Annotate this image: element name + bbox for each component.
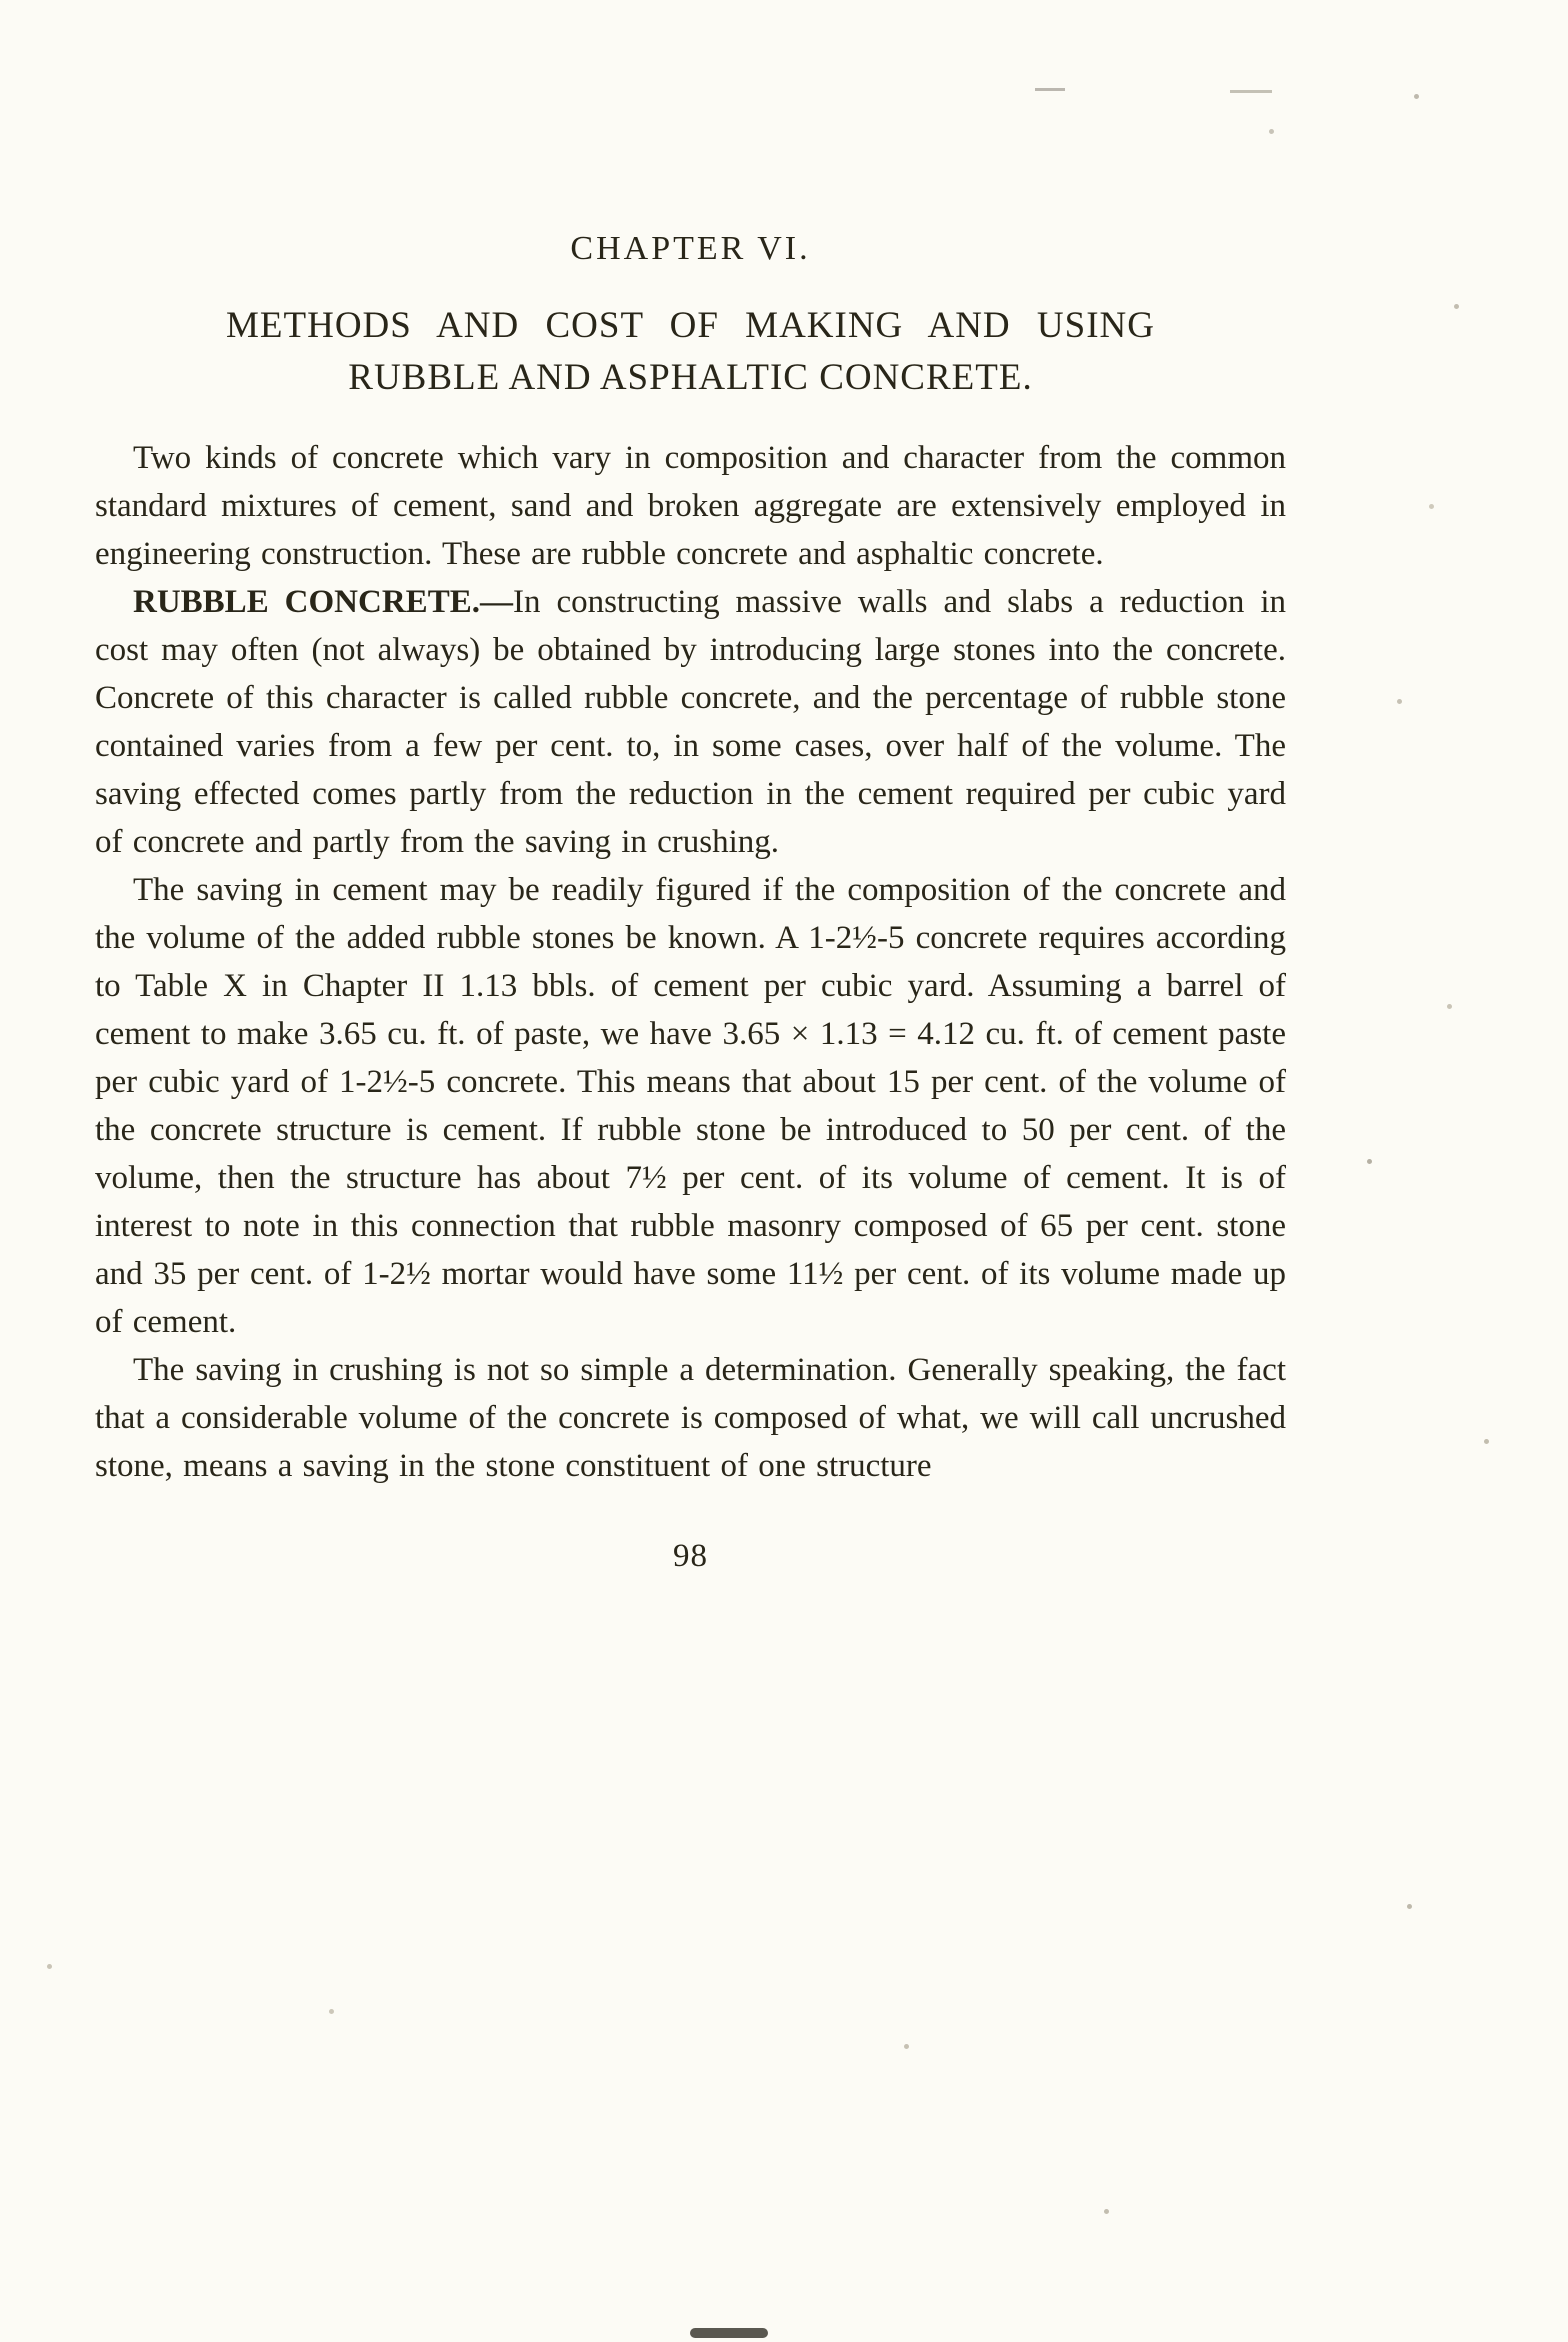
chapter-title xyxy=(95,300,1286,404)
body-paragraph: The saving in crushing is not so simple a determination. Generally speaking, the fact that a considerable volume of the concrete is composed of what, we will call uncrushed stone, means a saving in the stone constituent of one structure xyxy=(95,1352,1286,1484)
body-paragraph xyxy=(95,578,1286,866)
scan-artifacts xyxy=(0,0,3,3)
scan-smudge-artifact xyxy=(690,2328,768,2338)
page-content xyxy=(95,228,1286,1575)
body-text xyxy=(95,434,1286,1490)
body-paragraph: Two kinds of concrete which vary in composition and character from the common standard mixtures of cement, sand and broken aggregate are extensively employed in engineering construction. These are rubble concrete and asphaltic concrete. xyxy=(95,440,1286,572)
paragraph-lead: RUBBLE CONCRETE.— xyxy=(133,584,513,620)
chapter-heading: CHAPTER VI. xyxy=(570,230,811,267)
chapter-title-line-1: METHODS AND COST OF MAKING AND USING xyxy=(226,305,1155,346)
body-paragraph: The saving in cement may be readily figured if the composition of the concrete and the volume of the added rubble stones be known. A 1-2½-5 concrete requires according to Table X in Chapter II 1.13 bbls. of cement per cubic yard. Assuming a barrel of cement to make 3.65 cu. ft. of paste, we have 3.65 × 1.13 = 4.12 cu. ft. of cement paste per cubic yard of 1-2½-5 concrete. This means that about 15 per cent. of the volume of the concrete structure is cement. If rubble stone be introduced to 50 per cent. of the volume, then the structure has about 7½ per cent. of its volume of cement. It is of interest to note in this connection that rubble masonry composed of 65 per cent. stone and 35 per cent. of 1-2½ mortar would have some 11½ per cent. of its volume made up of cement. xyxy=(95,872,1286,1340)
scan-dash-artifact xyxy=(1035,88,1065,91)
page-number: 98 xyxy=(673,1538,708,1574)
paragraph-body: In constructing massive walls and slabs a reduction in cost may often (not always) be obtained by introducing large stones into the concrete. Concrete of this character is called rubble concrete, and the percentage of rubble stone contained varies from a few per cent. to, in some cases, over half of the volume. The saving effected comes partly from the reduction in the cement required per cubic yard of concrete and partly from the saving in crushing. xyxy=(95,584,1286,860)
scan-dash-artifact xyxy=(1230,90,1272,93)
chapter-title-line-2: RUBBLE AND ASPHALTIC CONCRETE. xyxy=(348,357,1033,398)
